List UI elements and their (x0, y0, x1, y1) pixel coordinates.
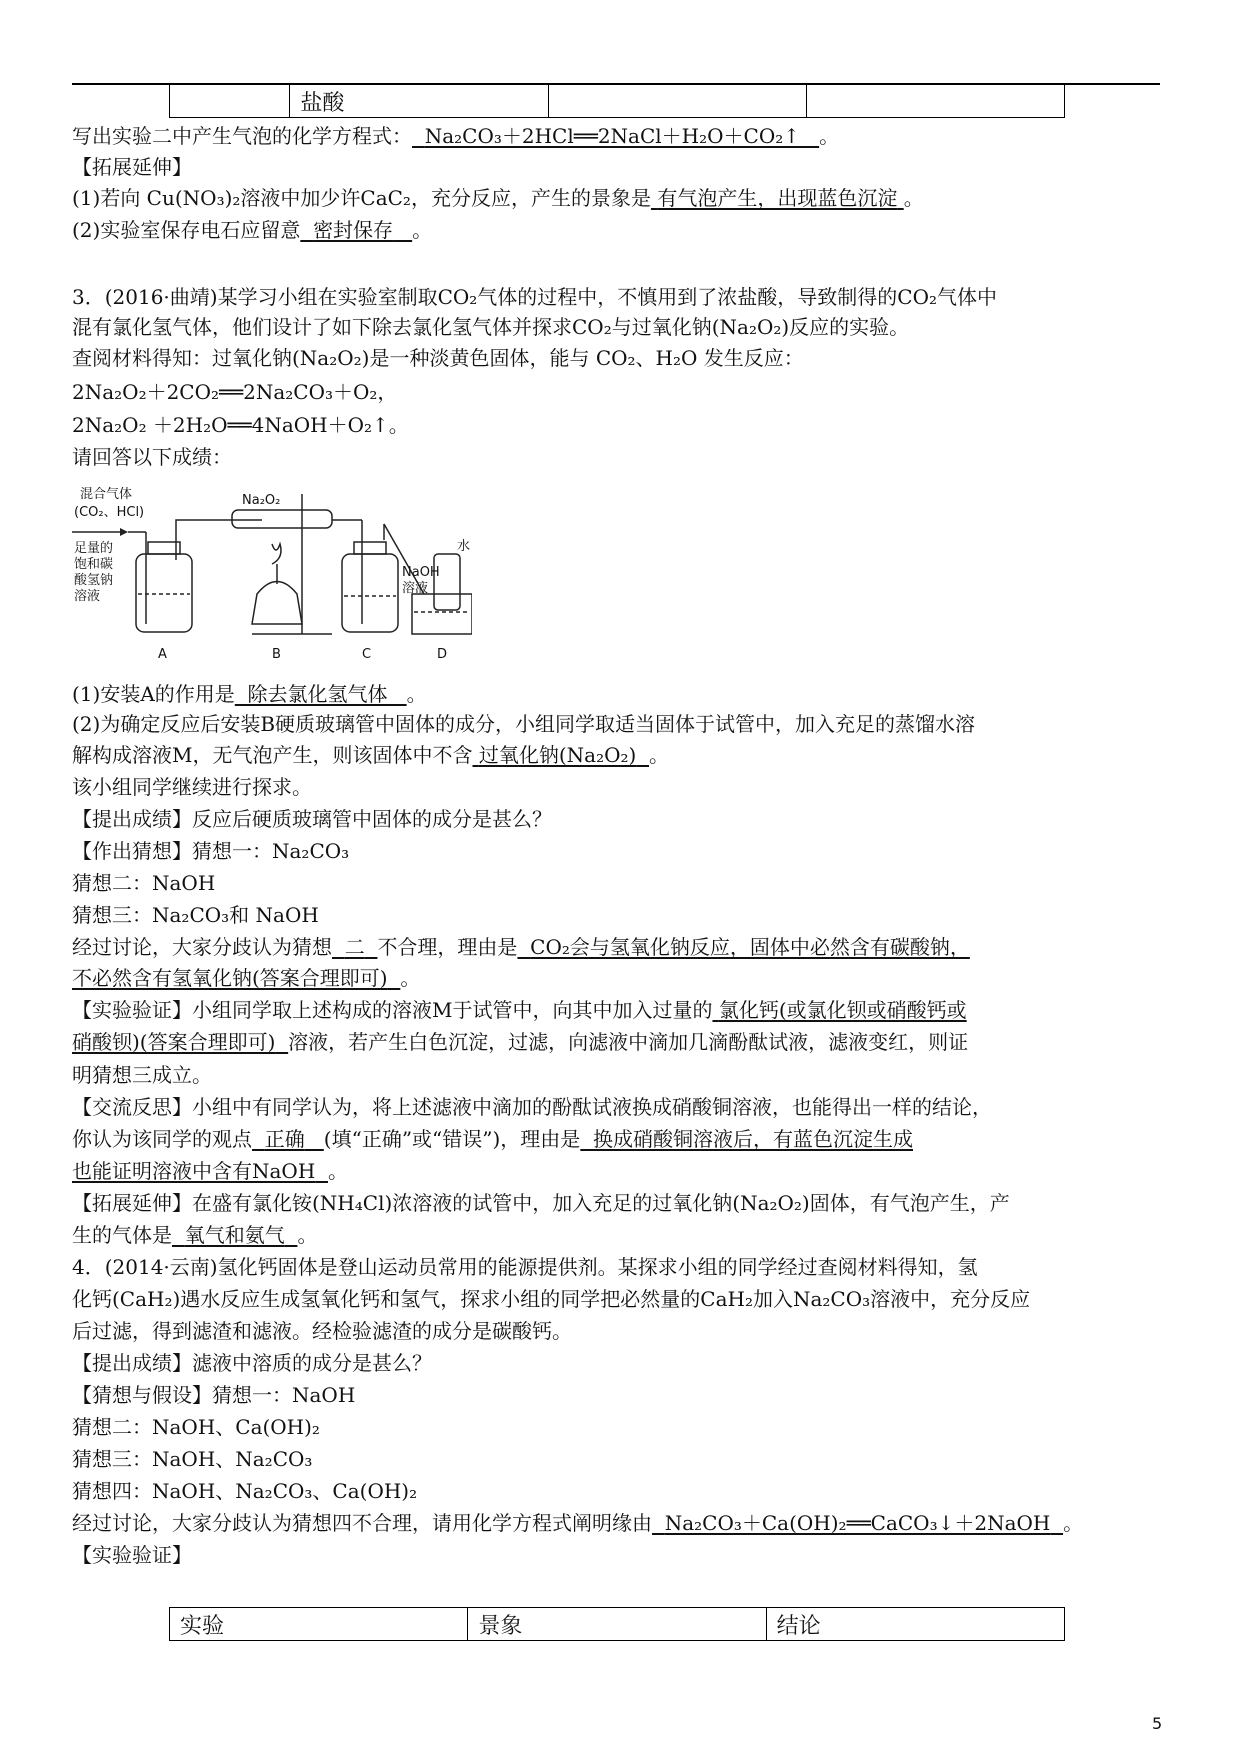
figure-label: B (272, 647, 281, 662)
answer: 过氧化钠(Na₂O₂) (478, 743, 637, 767)
text-line: 也能证明溶液中含有NaOH 。 (72, 1159, 348, 1183)
text-line: 你认为该同学的观点 正确 (填“正确”或“错误”)，理由是 换成硝酸铜溶液后，有蓝色沉淀生成 (72, 1127, 914, 1151)
text-line: 查阅材料得知：过氧化钠(Na₂O₂)是一种淡黄色固体，能与 CO₂、H₂O 发生反应： (72, 346, 804, 370)
text-line: 经过讨论，大家分歧认为猜想四不合理，请用化学方程式阐明缘由 Na₂CO₃＋Ca(OH)₂══CaCO₃↓＋2NaOH 。 (72, 1511, 1084, 1535)
table-header-cell: 景象 (468, 1608, 766, 1641)
water-trough-d (412, 594, 472, 634)
text-line: 猜想四：NaOH、Na₂CO₃、Ca(OH)₂ (72, 1479, 418, 1503)
text-line: 【拓展延伸】在盛有氯化铵(NH₄Cl)浓溶液的试管中，加入充足的过氧化钠(Na₂O₂)固体，有气泡产生，产 (72, 1191, 1010, 1215)
text-line: 不必然含有氢氧化钠(答案合理即可) 。 (72, 966, 421, 990)
text-line: 【作出猜想】猜想一：Na₂CO₃ (72, 839, 350, 863)
figure-label: 水 (457, 539, 471, 554)
answer: 有气泡产生，出现蓝色沉淀 (657, 186, 898, 210)
text-line: 【猜想与假设】猜想一：NaOH (72, 1383, 356, 1407)
figure-label: 溶液 (74, 589, 101, 604)
text-line: 【实验验证】小组同学取上述构成的溶液M于试管中，向其中加入过量的 氯化钙(或氯化钡或硝酸钙或 (72, 998, 967, 1022)
text-line: (1)安装A的作用是 除去氯化氢气体 。 (72, 682, 427, 706)
answer: 换成硝酸铜溶液后，有蓝色沉淀生成 (593, 1127, 914, 1151)
top-table-cell (806, 85, 1064, 118)
answer: 也能证明溶液中含有NaOH (72, 1159, 316, 1183)
figure-label: 酸氢钠 (74, 573, 114, 588)
line-text: 。 (819, 124, 840, 148)
text-line: 混有氯化氢气体，他们设计了如下除去氯化氢气体并探求CO₂与过氧化钠(Na₂O₂)反应的实验。 (72, 315, 910, 339)
answer: 硝酸钡)(答案合理即可) (72, 1030, 276, 1054)
page-number: 5 (1152, 1714, 1163, 1733)
text-line (72, 122, 839, 150)
figure-label: D (437, 647, 448, 662)
table-row (170, 1608, 1065, 1641)
question-4-stem: 4．(2014·云南)氢化钙固体是登山运动员常用的能源提供剂。某探求小组的同学经过查阅材料得知，氢 (72, 1255, 978, 1279)
text-line: 化钙(CaH₂)遇水反应生成氢氧化钙和氢气，探求小组的同学把必然量的CaH₂加入Na₂CO₃溶液中，充分反应 (72, 1287, 1031, 1311)
text-line: 【提出成绩】反应后硬质玻璃管中固体的成分是甚么？ (72, 807, 552, 831)
line-text: 写出实验二中产生气泡的化学方程式： (72, 124, 412, 148)
equation-line: 2Na₂O₂＋2CO₂══2Na₂CO₃＋O₂， (72, 380, 398, 404)
glass-tube-b (232, 510, 332, 528)
text-line: 【交流反思】小组中有同学认为，将上述滤液中滴加的酚酞试液换成硝酸铜溶液，也能得出一样的结论， (72, 1095, 992, 1119)
top-table-cell: 盐酸 (290, 85, 548, 118)
text-line: 猜想三：Na₂CO₃和 NaOH (72, 903, 319, 927)
text-line: 【实验验证】 (72, 1543, 192, 1567)
answer: 二 (344, 935, 365, 959)
text-line: 请回答以下成绩： (72, 445, 232, 469)
bottle-c (342, 554, 398, 632)
figure-label: C (362, 647, 372, 662)
bottle-a (136, 554, 192, 632)
figure-label: Na₂O₂ (242, 493, 281, 508)
text-line: 【提出成绩】滤液中溶质的成分是甚么？ (72, 1351, 432, 1375)
text-line: (2)实验室保存电石应留意 密封保存 。 (72, 218, 433, 242)
figure-label: 混合气体 (80, 487, 133, 502)
answer: 氯化钙(或氯化钡或硝酸钙或 (718, 998, 967, 1022)
figure-label: 足量的 (74, 541, 114, 556)
text-line: (2)为确定反应后安装B硬质玻璃管中固体的成分，小组同学取适当固体于试管中，加入充足的蒸馏水溶 (72, 712, 976, 736)
text-line: 后过滤，得到滤渣和滤液。经检验滤渣的成分是碳酸钙。 (72, 1319, 572, 1343)
answer: 密封保存 (313, 218, 394, 242)
text-line: (1)若向 Cu(NO₃)₂溶液中加少许CaC₂，充分反应，产生的景象是 有气泡产生，出现蓝色沉淀 。 (72, 186, 924, 210)
top-table-cell (548, 85, 806, 118)
answer: Na₂CO₃＋2HCl══2NaCl＋H₂O＋CO₂↑ (424, 124, 801, 148)
question-3-stem: 3．(2016·曲靖)某学习小组在实验室制取CO₂气体的过程中，不慎用到了浓盐酸，导致制得的CO₂气体中 (72, 285, 998, 309)
figure-label: 饱和碳 (74, 557, 114, 572)
text-line: 猜想三：NaOH、Na₂CO₃ (72, 1447, 313, 1471)
answer: 不必然含有氢氧化钠(答案合理即可) (72, 966, 388, 990)
text-line: 猜想二：NaOH (72, 871, 216, 895)
equation-line: 2Na₂O₂ ＋2H₂O══4NaOH＋O₂↑。 (72, 413, 409, 437)
text-line: 该小组同学继续进行探求。 (72, 775, 312, 799)
text-line: 明猜想三成立。 (72, 1063, 212, 1087)
figure-label: NaOH (402, 565, 440, 580)
text-line: 解构成溶液M，无气泡产生，则该固体中不含 过氧化钠(Na₂O₂) 。 (72, 743, 670, 767)
answer: CO₂会与氢氧化钠反应，固体中必然含有碳酸钠， (530, 935, 970, 959)
answer: 除去氯化氢气体 (247, 682, 388, 706)
figure-label: A (158, 647, 167, 662)
alcohol-lamp (252, 582, 302, 625)
answer: 正确 (264, 1127, 305, 1151)
figure-label: (CO₂、HCl) (74, 505, 145, 520)
top-table (169, 84, 1065, 118)
top-table-cell (170, 85, 290, 118)
text-line: 生的气体是 氧气和氨气 。 (72, 1223, 318, 1247)
table-header-cell: 实验 (170, 1608, 468, 1641)
text-line: 硝酸钡)(答案合理即可) 溶液，若产生白色沉淀，过滤，向滤液中滴加几滴酚酞试液，滤液变红，则证 (72, 1030, 969, 1054)
table-header-cell: 结论 (766, 1608, 1064, 1641)
apparatus-figure (72, 484, 472, 664)
text-line: 猜想二：NaOH、Ca(OH)₂ (72, 1415, 320, 1439)
bottom-table (169, 1607, 1065, 1641)
text-line: 经过讨论，大家分歧认为猜想 二 不合理，理由是 CO₂会与氢氧化钠反应，固体中必然含有碳酸钠， (72, 935, 970, 959)
answer: 氧气和氨气 (184, 1223, 285, 1247)
text-line: 【拓展延伸】 (72, 155, 192, 179)
answer: Na₂CO₃＋Ca(OH)₂══CaCO₃↓＋2NaOH (664, 1511, 1051, 1535)
figure-label: 溶液 (402, 581, 429, 596)
